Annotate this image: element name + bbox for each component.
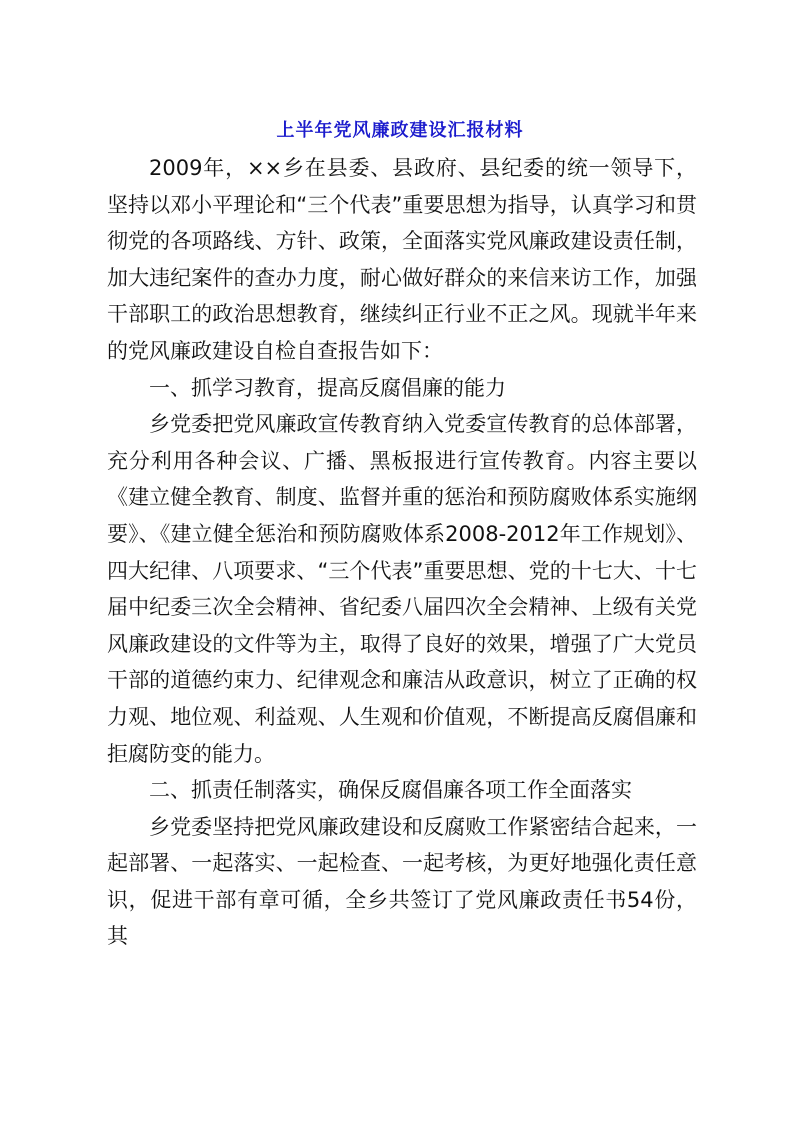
section-2-paragraph: 乡党委坚持把党风廉政建设和反腐败工作紧密结合起来，一起部署、一起落实、一起检查、一起考核，为更好地强化责任意识，促进干部有章可循，全乡共签订了党风廉政责任书54份，其 (107, 814, 697, 949)
section-heading-1: 一、抓学习教育，提高反腐倡廉的能力 (149, 375, 506, 400)
intro-paragraph: 2009年，××乡在县委、县政府、县纪委的统一领导下，坚持以邓小平理论和“三个代表”重要思想为指导，认真学习和贯彻党的各项路线、方针、政策，全面落实党风廉政建设责任制，加大违纪案件的查办力度，耐心做好群众的来信来访工作，加强干部职工的政治思想教育，继续纠正行业不正之风。现就半年来的党风廉政建设自检自查报告如下： (107, 156, 697, 363)
document-body (107, 150, 697, 955)
section-1-paragraph: 乡党委把党风廉政宣传教育纳入党委宣传教育的总体部署，充分利用各种会议、广播、黑板报进行宣传教育。内容主要以《建立健全教育、制度、监督并重的惩治和预防腐败体系实施纲要》、《建立健全惩治和预防腐败体系2008-2012年工作规划》、四大纪律、八项要求、“三个代表”重要思想、党的十七大、十七届中纪委三次全会精神、省纪委八届四次全会精神、上级有关党风廉政建设的文件等为主，取得了良好的效果，增强了广大党员干部的道德约束力、纪律观念和廉洁从政意识，树立了正确的权力观、地位观、利益观、人生观和价值观，不断提高反腐倡廉和拒腐防变的能力。 (107, 412, 697, 766)
document-title: 上半年党风廉政建设汇报材料 (276, 120, 524, 141)
section-heading-2: 二、抓责任制落实，确保反腐倡廉各项工作全面落实 (149, 778, 632, 803)
